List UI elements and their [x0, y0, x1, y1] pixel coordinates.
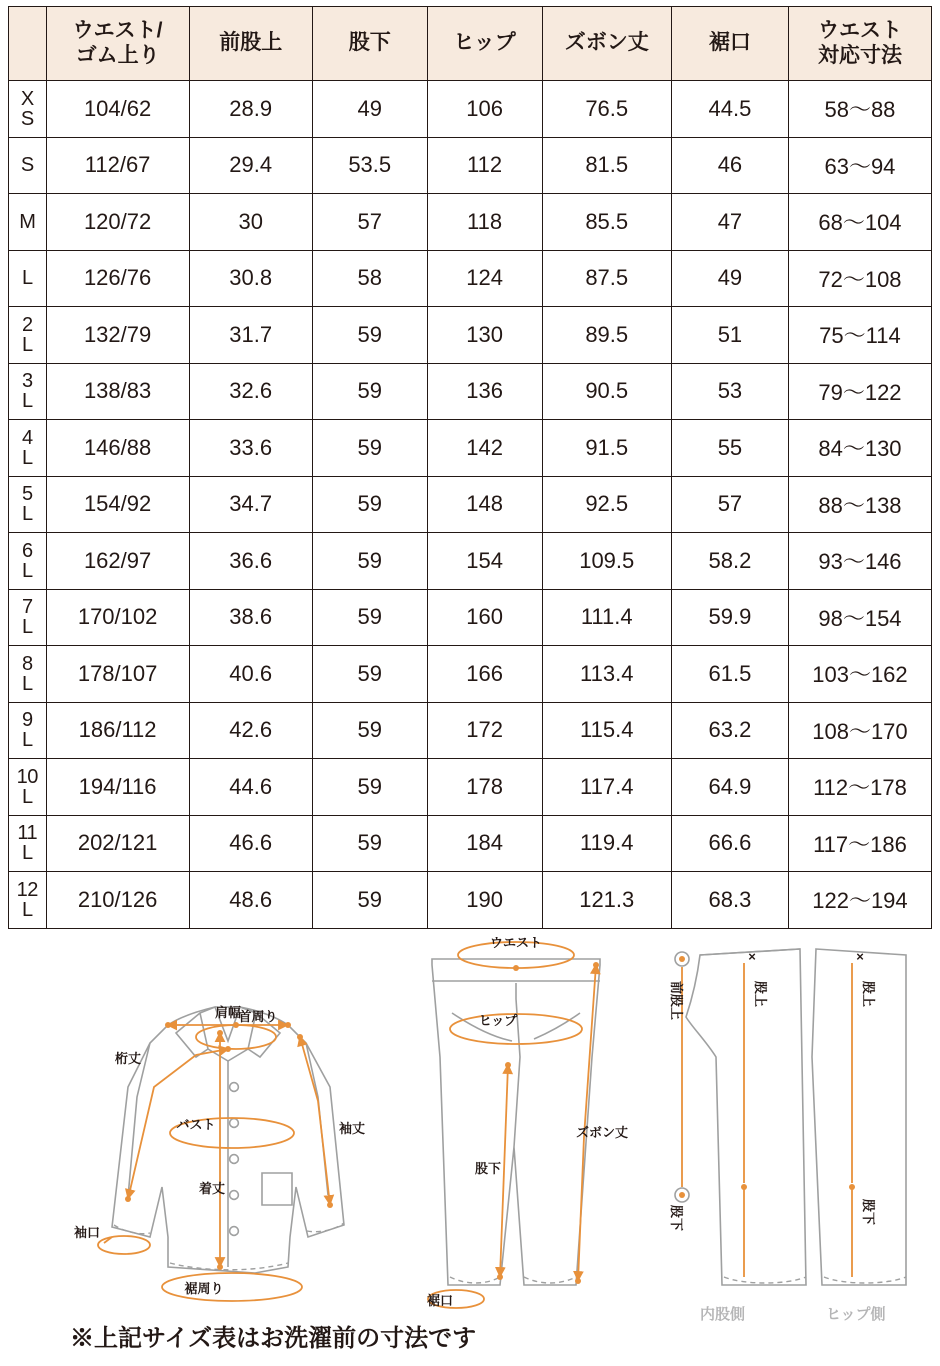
cell-front-rise: 48.6 — [189, 872, 312, 929]
cell-front-rise: 29.4 — [189, 137, 312, 194]
header-line1: ヒップ — [453, 31, 516, 55]
cell-front-rise: 38.6 — [189, 589, 312, 646]
cell-pants-length: 115.4 — [542, 702, 671, 759]
cell-pants-length: 90.5 — [542, 363, 671, 420]
cell-hip: 130 — [427, 307, 542, 364]
cell-front-rise: 31.7 — [189, 307, 312, 364]
table-header-pants-length — [542, 7, 671, 81]
table-header-hip — [427, 7, 542, 81]
label-pants-hip: ヒップ — [478, 1012, 518, 1028]
label-pants-hem-opening: 裾口 — [426, 1292, 454, 1308]
header-line1: 股下 — [348, 31, 391, 55]
cell-pants-length: 81.5 — [542, 137, 671, 194]
cell-waist-range: 117〜186 — [788, 815, 931, 872]
cell-waist: 126/76 — [46, 250, 189, 307]
table-row — [9, 702, 932, 759]
label-cuff-opening: 袖口 — [73, 1224, 100, 1240]
cell-hem-opening: 66.6 — [671, 815, 788, 872]
cell-waist-range: 108〜170 — [788, 702, 931, 759]
cell-hip: 166 — [427, 646, 542, 703]
cell-pants-length: 121.3 — [542, 872, 671, 929]
cell-waist-range: 63〜94 — [788, 137, 931, 194]
cell-waist: 210/126 — [46, 872, 189, 929]
cell-waist: 170/102 — [46, 589, 189, 646]
size-label: 4 L — [9, 420, 47, 477]
label-pants-inseam: 股下 — [474, 1160, 502, 1176]
label-shoulder-width: 肩幅 — [214, 1004, 242, 1020]
cell-waist: 138/83 — [46, 363, 189, 420]
header-line1: ウエスト — [817, 19, 902, 43]
cell-hem-opening: 61.5 — [671, 646, 788, 703]
cell-inseam: 59 — [312, 759, 427, 816]
label-neck-circumference: 首周り — [238, 1008, 278, 1024]
cell-hip: 106 — [427, 81, 542, 138]
cell-waist-range: 58〜88 — [788, 81, 931, 138]
cell-hem-opening: 55 — [671, 420, 788, 477]
cell-waist-range: 84〜130 — [788, 420, 931, 477]
header-line2: ゴム上り — [75, 43, 160, 67]
table-header-waist — [46, 7, 189, 81]
table-row — [9, 81, 932, 138]
cell-hip: 154 — [427, 533, 542, 590]
table-header-hem-opening — [671, 7, 788, 81]
size-label: X S — [9, 81, 47, 138]
cell-hem-opening: 59.9 — [671, 589, 788, 646]
label-inner-thigh-side: 内股側 — [700, 1305, 746, 1323]
label-hem-circumference: 裾周り — [184, 1280, 224, 1296]
label-hip-side: ヒップ側 — [826, 1305, 886, 1323]
cell-waist: 132/79 — [46, 307, 189, 364]
header-line1: 裾口 — [708, 31, 751, 55]
cell-inseam: 49 — [312, 81, 427, 138]
size-label: M — [9, 194, 47, 251]
cell-inseam: 59 — [312, 646, 427, 703]
size-label: 8 L — [9, 646, 47, 703]
measurement-diagram-svg — [0, 937, 940, 1357]
label-rise: 股上 — [753, 980, 768, 1007]
wash-note: ※上記サイズ表はお洗濯前の寸法です — [70, 1324, 477, 1352]
cell-inseam: 59 — [312, 420, 427, 477]
cell-hip: 148 — [427, 476, 542, 533]
table-row — [9, 363, 932, 420]
cell-waist-range: 103〜162 — [788, 646, 931, 703]
cell-front-rise: 46.6 — [189, 815, 312, 872]
table-row — [9, 476, 932, 533]
cell-front-rise: 30.8 — [189, 250, 312, 307]
cell-inseam: 59 — [312, 476, 427, 533]
table-row — [9, 872, 932, 929]
cell-hip: 136 — [427, 363, 542, 420]
table-body — [9, 81, 932, 929]
cell-front-rise: 32.6 — [189, 363, 312, 420]
cell-waist-range: 93〜146 — [788, 533, 931, 590]
table-header-waist-range — [788, 7, 931, 81]
cell-waist: 120/72 — [46, 194, 189, 251]
size-label: 5 L — [9, 476, 47, 533]
cell-hip: 184 — [427, 815, 542, 872]
cell-hem-opening: 51 — [671, 307, 788, 364]
table-row — [9, 646, 932, 703]
table-row — [9, 815, 932, 872]
cell-pants-length: 109.5 — [542, 533, 671, 590]
cell-hip: 178 — [427, 759, 542, 816]
cell-hip: 112 — [427, 137, 542, 194]
cell-pants-length: 87.5 — [542, 250, 671, 307]
size-table — [8, 6, 932, 929]
label-inseam-detail-right: 股下 — [861, 1198, 876, 1225]
cell-hip: 124 — [427, 250, 542, 307]
cell-inseam: 59 — [312, 307, 427, 364]
cell-hem-opening: 46 — [671, 137, 788, 194]
label-pants-waist: ウエスト — [489, 936, 543, 950]
cell-waist-range: 79〜122 — [788, 363, 931, 420]
cell-pants-length: 111.4 — [542, 589, 671, 646]
cell-waist: 154/92 — [46, 476, 189, 533]
size-label: 6 L — [9, 533, 47, 590]
cell-front-rise: 40.6 — [189, 646, 312, 703]
label-body-length: 着丈 — [198, 1180, 226, 1196]
cell-inseam: 59 — [312, 815, 427, 872]
cell-inseam: 59 — [312, 533, 427, 590]
cell-hem-opening: 68.3 — [671, 872, 788, 929]
cell-front-rise: 30 — [189, 194, 312, 251]
cell-waist: 104/62 — [46, 81, 189, 138]
cell-pants-length: 85.5 — [542, 194, 671, 251]
label-cross-mark-2: × — [856, 948, 864, 964]
size-chart-page — [0, 6, 940, 1366]
rise-detail-illustration — [669, 949, 906, 1323]
measurement-diagram — [0, 937, 940, 1357]
table-row — [9, 759, 932, 816]
cell-hip: 142 — [427, 420, 542, 477]
cell-inseam: 59 — [312, 872, 427, 929]
label-cross-mark-1: × — [748, 948, 756, 964]
cell-front-rise: 44.6 — [189, 759, 312, 816]
table-row — [9, 250, 932, 307]
size-label: S — [9, 137, 47, 194]
header-line1: ズボン丈 — [564, 31, 649, 55]
table-row — [9, 533, 932, 590]
size-label: L — [9, 250, 47, 307]
cell-pants-length: 117.4 — [542, 759, 671, 816]
cell-hip: 172 — [427, 702, 542, 759]
cell-hip: 118 — [427, 194, 542, 251]
cell-front-rise: 36.6 — [189, 533, 312, 590]
table-row — [9, 307, 932, 364]
cell-waist-range: 88〜138 — [788, 476, 931, 533]
cell-waist: 146/88 — [46, 420, 189, 477]
label-bust: バスト — [176, 1116, 216, 1132]
size-label: 10 L — [9, 759, 47, 816]
cell-hem-opening: 64.9 — [671, 759, 788, 816]
table-header-row — [9, 7, 932, 81]
header-line2: 対応寸法 — [817, 43, 902, 67]
cell-pants-length: 113.4 — [542, 646, 671, 703]
cell-pants-length: 91.5 — [542, 420, 671, 477]
cell-waist: 186/112 — [46, 702, 189, 759]
table-row — [9, 194, 932, 251]
cell-waist-range: 68〜104 — [788, 194, 931, 251]
cell-front-rise: 28.9 — [189, 81, 312, 138]
table-row — [9, 420, 932, 477]
cell-inseam: 53.5 — [312, 137, 427, 194]
cell-hem-opening: 44.5 — [671, 81, 788, 138]
cell-waist: 178/107 — [46, 646, 189, 703]
cell-inseam: 57 — [312, 194, 427, 251]
size-label: 12 L — [9, 872, 47, 929]
cell-waist-range: 112〜178 — [788, 759, 931, 816]
cell-inseam: 58 — [312, 250, 427, 307]
label-front-rise: 前股上 — [669, 980, 684, 1020]
cell-hem-opening: 53 — [671, 363, 788, 420]
cell-waist-range: 122〜194 — [788, 872, 931, 929]
label-inseam-detail-left: 股下 — [669, 1204, 684, 1231]
cell-waist-range: 72〜108 — [788, 250, 931, 307]
table-row — [9, 589, 932, 646]
cell-hem-opening: 58.2 — [671, 533, 788, 590]
cell-inseam: 59 — [312, 702, 427, 759]
cell-inseam: 59 — [312, 589, 427, 646]
header-line1: ウエスト/ — [72, 19, 163, 43]
cell-pants-length: 89.5 — [542, 307, 671, 364]
cell-front-rise: 42.6 — [189, 702, 312, 759]
cell-hem-opening: 47 — [671, 194, 788, 251]
cell-waist: 112/67 — [46, 137, 189, 194]
cell-inseam: 59 — [312, 363, 427, 420]
cell-waist-range: 75〜114 — [788, 307, 931, 364]
cell-waist: 202/121 — [46, 815, 189, 872]
table-header-inseam — [312, 7, 427, 81]
label-rise-right: 股上 — [861, 980, 876, 1007]
size-label: 3 L — [9, 363, 47, 420]
size-label: 11 L — [9, 815, 47, 872]
cell-pants-length: 76.5 — [542, 81, 671, 138]
cell-front-rise: 33.6 — [189, 420, 312, 477]
cell-front-rise: 34.7 — [189, 476, 312, 533]
pants-illustration — [427, 937, 628, 1308]
table-header-corner — [9, 7, 47, 81]
cell-pants-length: 92.5 — [542, 476, 671, 533]
table-row — [9, 137, 932, 194]
label-sleeve-length: 袖丈 — [338, 1120, 366, 1136]
header-line1: 前股上 — [219, 31, 283, 55]
cell-hem-opening: 63.2 — [671, 702, 788, 759]
jacket-illustration — [74, 1005, 365, 1301]
size-label: 7 L — [9, 589, 47, 646]
cell-waist: 194/116 — [46, 759, 189, 816]
cell-pants-length: 119.4 — [542, 815, 671, 872]
cell-hem-opening: 57 — [671, 476, 788, 533]
cell-hem-opening: 49 — [671, 250, 788, 307]
label-pants-length-diagram: ズボン丈 — [575, 1124, 629, 1140]
table-header — [9, 7, 932, 81]
cell-hip: 190 — [427, 872, 542, 929]
size-label: 2 L — [9, 307, 47, 364]
size-label: 9 L — [9, 702, 47, 759]
cell-waist: 162/97 — [46, 533, 189, 590]
table-header-front-rise — [189, 7, 312, 81]
cell-waist-range: 98〜154 — [788, 589, 931, 646]
cell-hip: 160 — [427, 589, 542, 646]
label-yuki-length: 桁丈 — [114, 1050, 142, 1066]
